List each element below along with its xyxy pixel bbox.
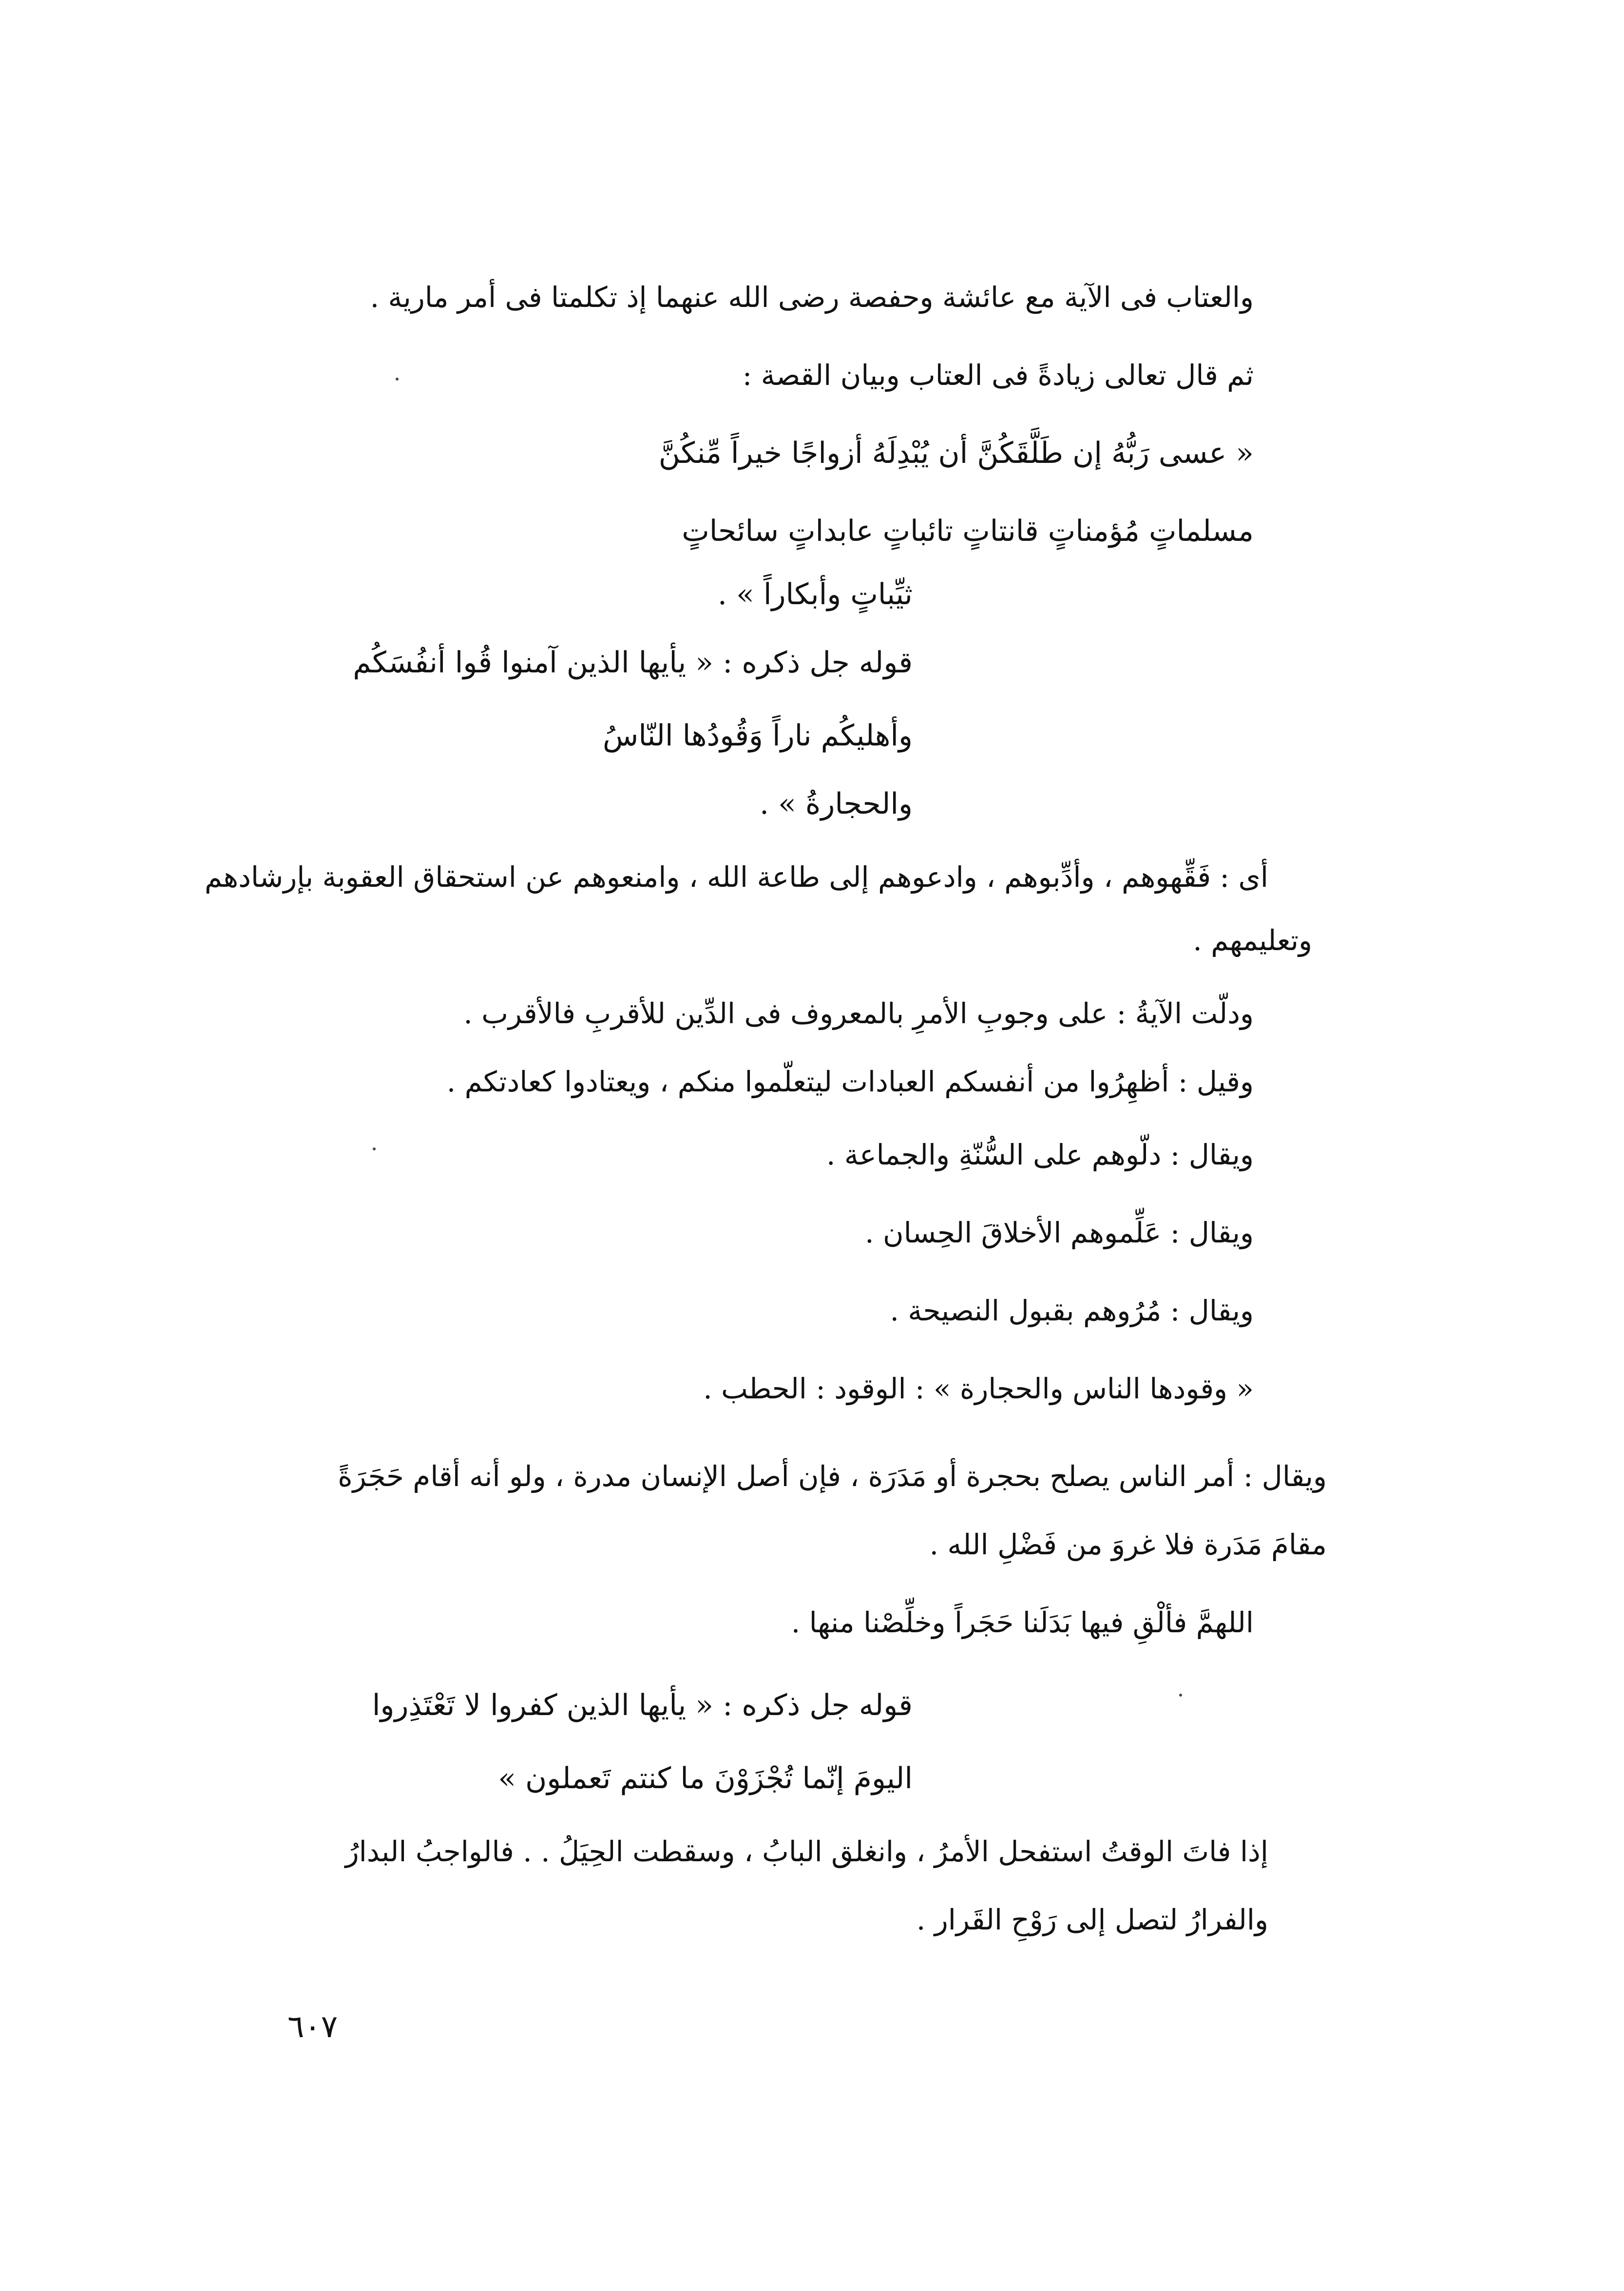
verse-line-2: مسلماتٍ مُؤمناتٍ قانتاتٍ تائباتٍ عابداتٍ سائحاتٍ xyxy=(682,514,1254,548)
text-line-6: وقيل : أظهِرُوا من أنفسكم العبادات ليتعلّموا منكم ، ويعتادوا كعادتكم . xyxy=(446,1065,1254,1098)
text-line-4: وتعليمهم . xyxy=(1193,924,1312,957)
print-speck xyxy=(1179,1694,1182,1697)
text-line-2: ثم قال تعالى زيادةً فى العتاب وبيان القصة : xyxy=(742,359,1254,392)
text-line-9: ويقال : مُرُوهم بقبول النصيحة . xyxy=(890,1294,1254,1327)
text-line-5: ودلّت الآيةُ : على وجوبِ الأمرِ بالمعروف فى الدِّين للأقربِ فالأقرب . xyxy=(463,997,1254,1030)
verse-line-5: وأهليكُم ناراً وَقُودُها النّاسُ xyxy=(602,719,913,753)
verse-line-8: اليومَ إنّما تُجْزَوْنَ ما كنتم تَعملون » xyxy=(498,1761,913,1795)
verse-line-1: « عسى رَبُّهُ إن طَلَّقَكُنَّ أن يُبْدِلَهُ أزواجًا خيراً مِّنكُنَّ xyxy=(658,436,1254,470)
verse-line-7: قوله جل ذكره : « يأيها الذين كفروا لا تَعْتَذِروا xyxy=(372,1688,913,1722)
text-line-3: أى : فَقِّهوهم ، وأدِّبوهم ، وادعوهم إلى طاعة الله ، وامنعوهم عن استحقاق العقوبة بإرشادهم xyxy=(204,860,1268,894)
print-speck xyxy=(396,378,399,381)
text-line-7: ويقال : دلّوهم على السُّنّةِ والجماعة . xyxy=(826,1138,1254,1171)
text-line-8: ويقال : عَلِّموهم الأخلاقَ الحِسان . xyxy=(865,1216,1254,1249)
print-speck xyxy=(373,1147,376,1150)
verse-line-4: قوله جل ذكره : « يأيها الذين آمنوا قُوا أنفُسَكُم xyxy=(353,646,913,680)
text-line-14: إذا فاتَ الوقتُ استفحل الأمرُ ، وانغلق البابُ ، وسقطت الحِيَلُ . . فالواجبُ البدارُ xyxy=(345,1835,1268,1868)
verse-line-6: والحجارةُ » . xyxy=(759,787,913,821)
text-line-13: اللهمَّ فألْقِ فيها بَدَلَنا حَجَراً وخلِّصْنا منها . xyxy=(791,1606,1254,1639)
text-line-10: « وقودها الناس والحجارة » : الوقود : الحطب . xyxy=(703,1372,1254,1405)
text-line-12: مقامَ مَدَرة فلا غروَ من فَضْلِ الله . xyxy=(929,1528,1327,1561)
text-line-15: والفرارُ لتصل إلى رَوْحِ القَرار . xyxy=(916,1903,1268,1936)
text-line-11: ويقال : أمر الناس يصلح بحجرة أو مَدَرَة ، فإن أصل الإنسان مدرة ، ولو أنه أقام حَجَرَةً xyxy=(338,1460,1327,1493)
page-number: ٦٠٧ xyxy=(287,2009,338,2045)
text-line-1: والعتاب فى الآية مع عائشة وحفصة رضى الله عنهما إذ تكلمتا فى أمر مارية . xyxy=(370,281,1254,314)
verse-line-3: ثيِّباتٍ وأبكاراً » . xyxy=(717,577,913,611)
